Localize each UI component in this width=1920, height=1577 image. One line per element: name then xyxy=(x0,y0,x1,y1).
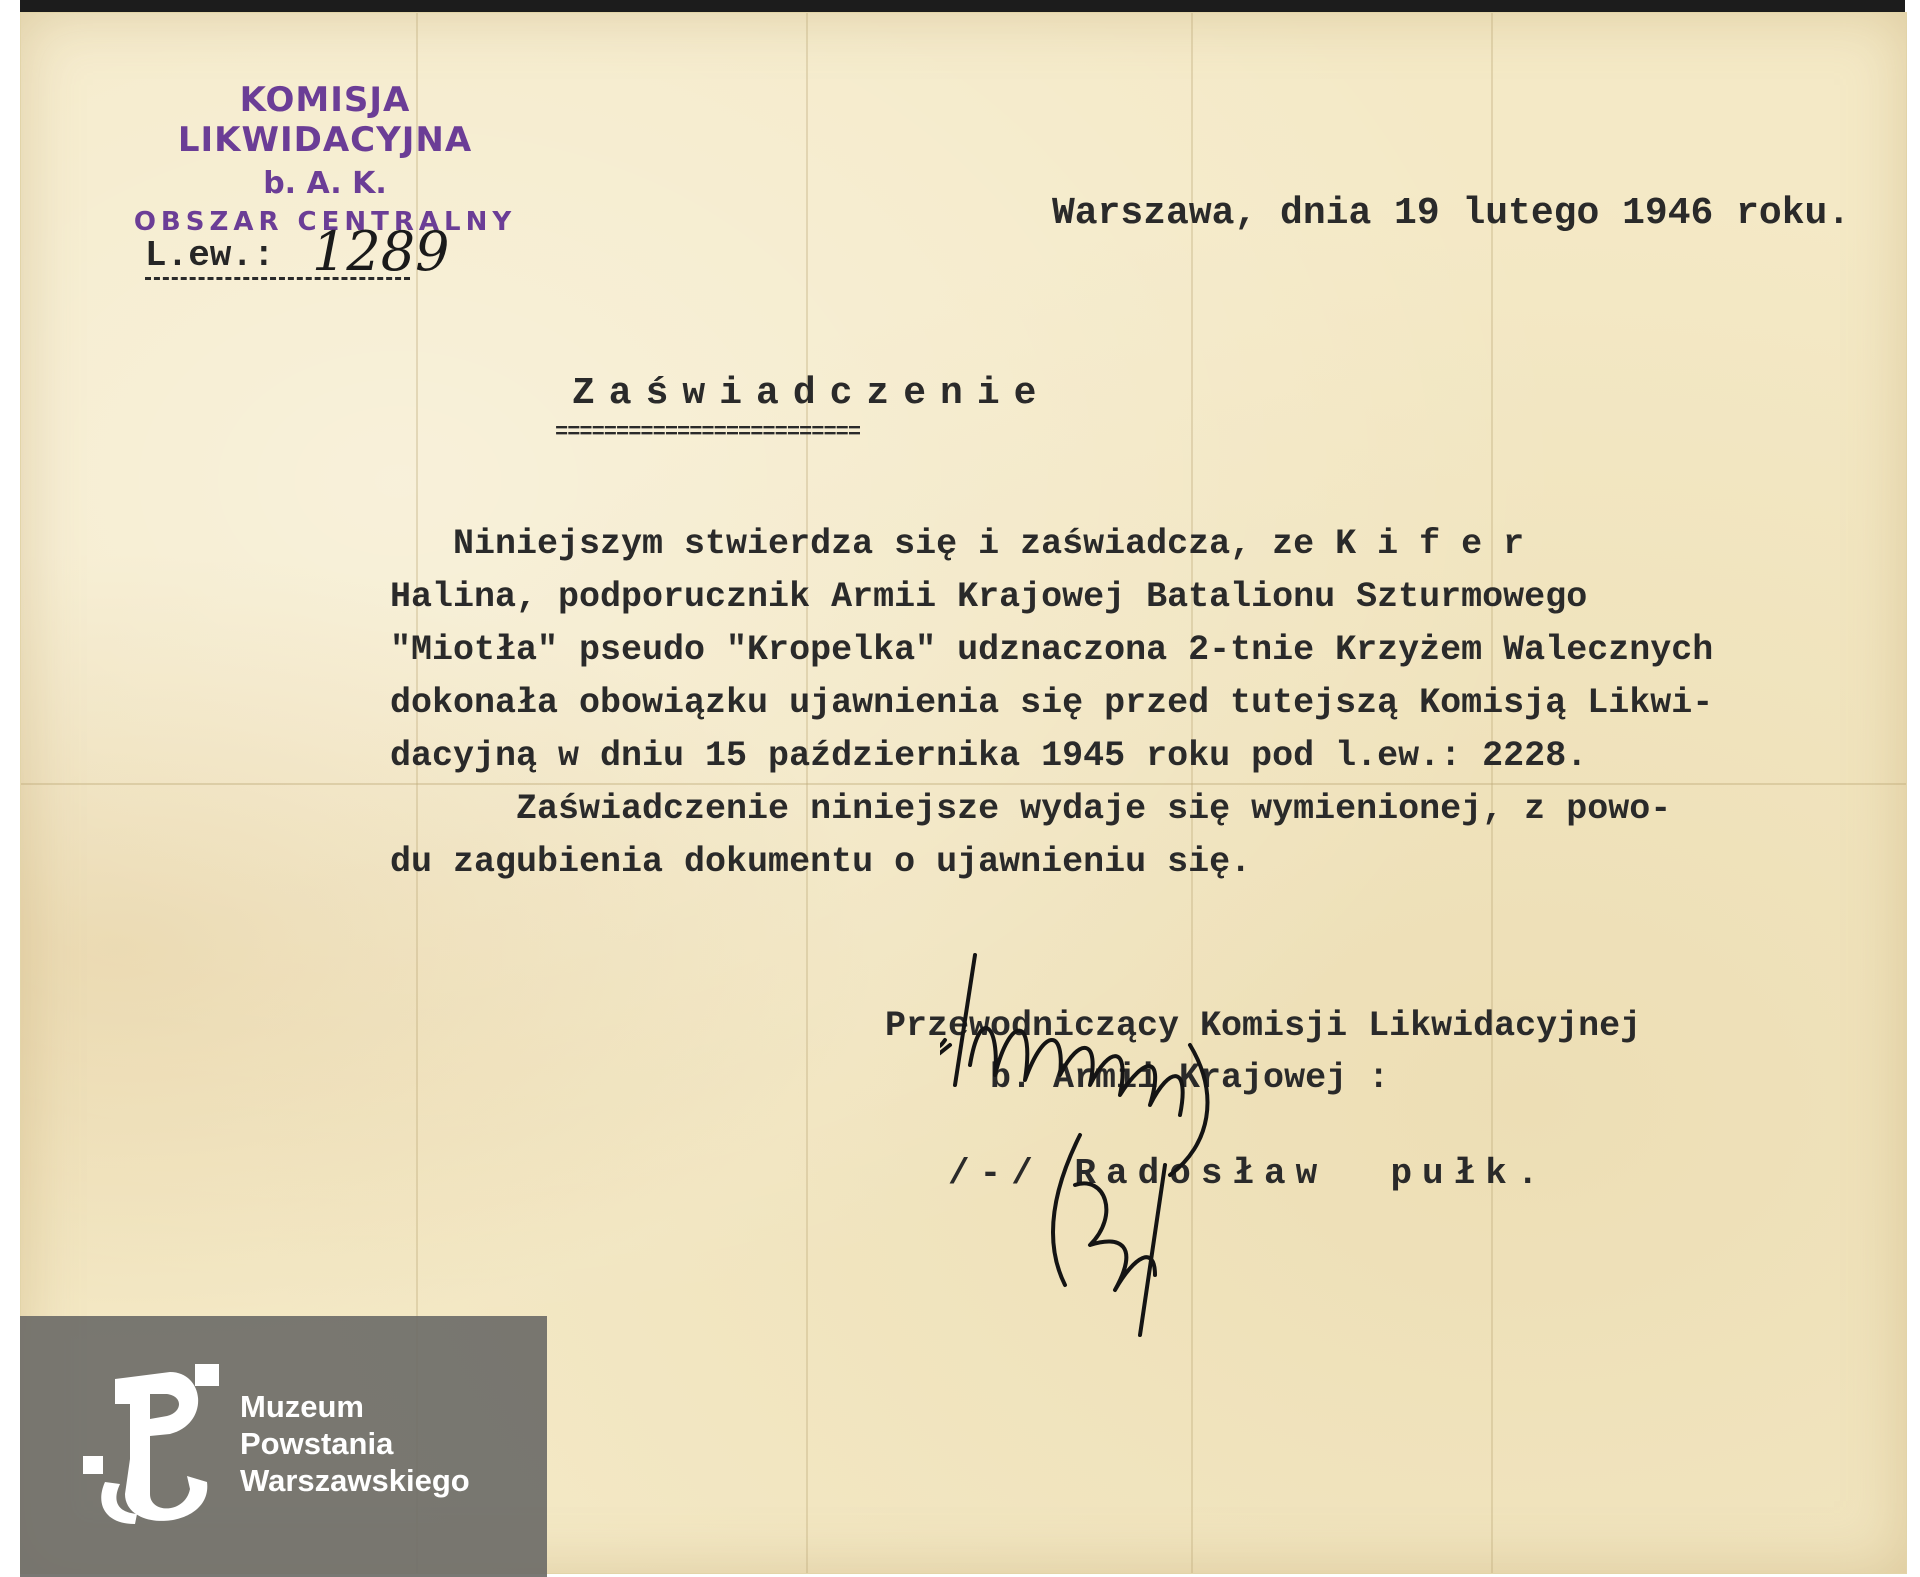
stamp-line-2: b. A. K. xyxy=(263,166,387,201)
registry-label: L.ew.: xyxy=(145,235,275,276)
body-paragraph: Niniejszym stwierdza się i zaświadcza, ze K i f e r Halina, podporucznik Armii Krajowej Batalionu Szturmowego "Miotła" pseudo "Kropelka" udznaczona 2-tnie Krzyżem Walecznych dokonała obowiązku ujawnienia się przed tutejszą Komisją Likwi- dacyjną w dniu 15 października 1945 roku pod l.ew.: 2228. Zaświadczenie niniejsze wydaje się wymienionej, z powo- du zagubienia dokumentu o ujawnieniu się. xyxy=(390,524,1714,882)
document-title: Zaświadczenie xyxy=(572,372,1051,415)
title-underline: ========================= xyxy=(555,422,861,444)
handwritten-signature xyxy=(940,945,1440,1345)
museum-name-line-2: Powstania xyxy=(240,1426,394,1461)
museum-name-line-1: Muzeum xyxy=(240,1389,364,1424)
museum-logo-panel xyxy=(20,1316,547,1577)
anchor-logo-icon xyxy=(75,1364,225,1529)
museum-name xyxy=(240,1388,470,1499)
signatory-name: /-/ Radosław pułk. xyxy=(948,1153,1549,1194)
registry-number: 1289 xyxy=(312,220,450,283)
stamp-line-1: KOMISJA LIKWIDACYJNA xyxy=(177,80,473,160)
date-line: Warszawa, dnia 19 lutego 1946 roku. xyxy=(1052,192,1851,235)
stamp-line-3: OBSZAR CENTRALNY xyxy=(133,207,517,237)
museum-name-line-3: Warszawskiego xyxy=(240,1463,470,1498)
scan-top-edge xyxy=(20,0,1905,12)
signature-line-1: Przewodniczący Komisji Likwidacyjnej xyxy=(885,1006,1642,1046)
signature-line-2: b. Armii Krajowej : xyxy=(885,1058,1390,1098)
commission-stamp xyxy=(95,80,555,237)
